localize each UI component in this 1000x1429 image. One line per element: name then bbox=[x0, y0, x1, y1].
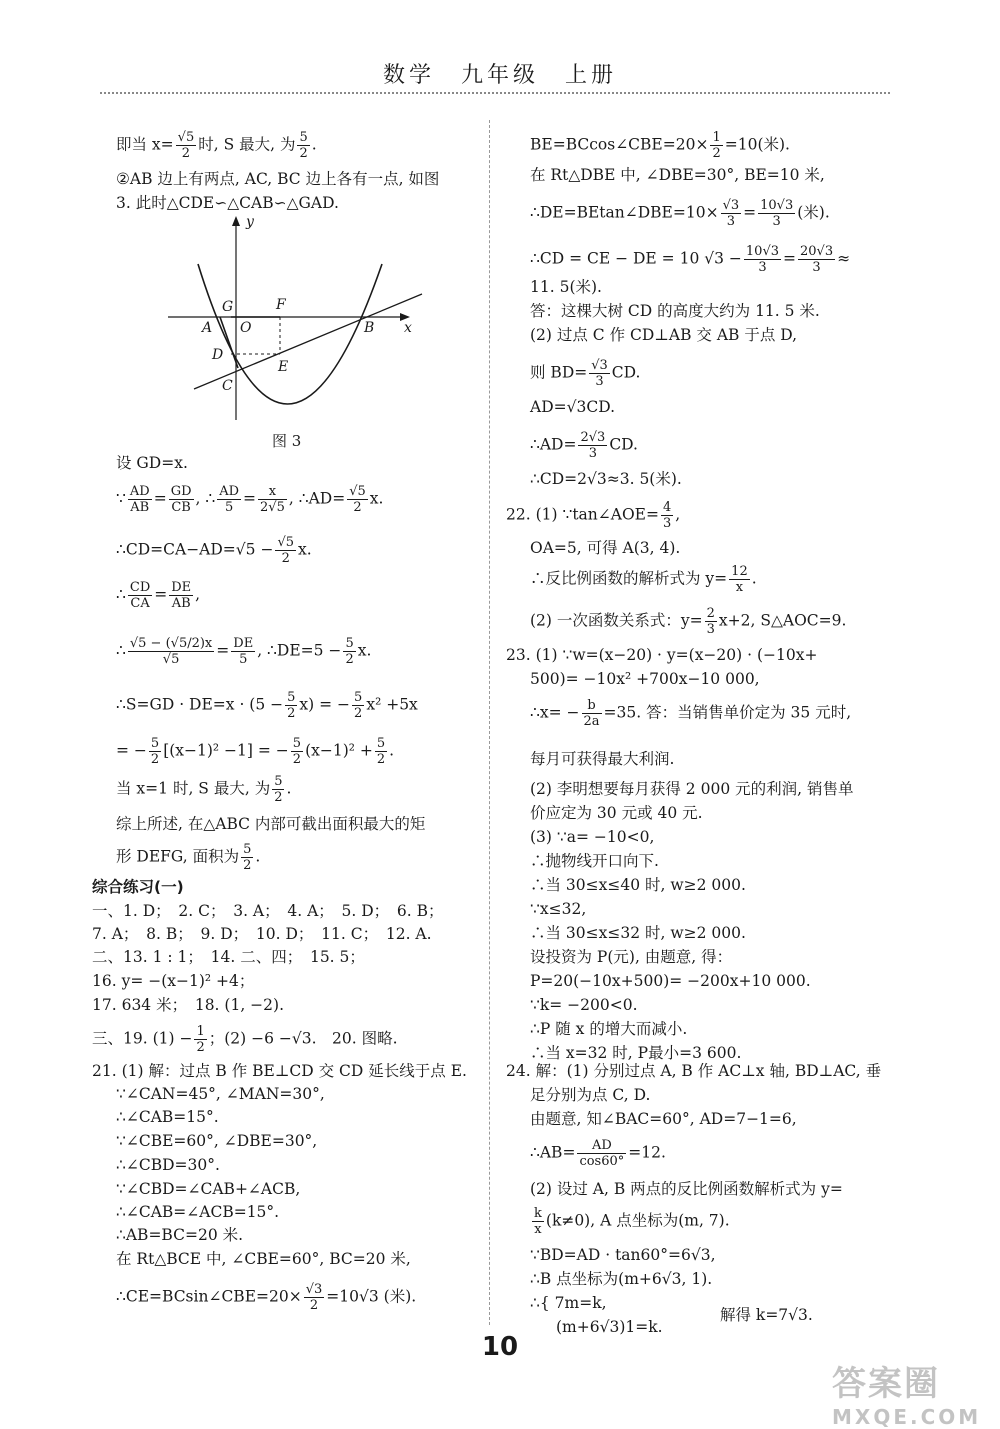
right-line-3: ∴DE=BEtan∠DBE=10× $\frac{√3}{3}$ = $\frac{10√3}{3}$ (米). bbox=[530, 198, 830, 229]
right-line-30: ∴P 随 x 的增大而减小. bbox=[530, 1020, 688, 1038]
q21-line-8: ∴AB=BC=20 米. bbox=[116, 1226, 244, 1244]
label-f: F bbox=[276, 297, 286, 313]
q21-line-3: ∴∠CAB=15°. bbox=[116, 1108, 219, 1126]
right-line-21: 价应定为 30 元或 40 元. bbox=[530, 804, 703, 822]
left-line-13: 形 DEFG, 面积为 $\frac{5}{2}$ . bbox=[116, 842, 261, 873]
watermark-line-1: 答案圈 bbox=[832, 1364, 940, 1404]
answer-line-6: 三、19. (1) − $\frac{1}{2}$ ；(2) −6 −√3. 20. 图略. bbox=[92, 1024, 398, 1055]
right-line-9: AD=√3CD. bbox=[530, 398, 616, 416]
q21-line-1: 21. (1) 解：过点 B 作 BE⊥CD 交 CD 延长线于点 E. bbox=[92, 1062, 467, 1080]
right-line-40a: ∴{ 7m=k, bbox=[530, 1294, 607, 1312]
answer-line-5: 17. 634 米； 18. (1, −2). bbox=[92, 996, 285, 1014]
q21-line-6: ∵∠CBD=∠CAB+∠ACB, bbox=[116, 1180, 301, 1198]
left-line-9: ∴S=GD · DE=x · (5 − $\frac{5}{2}$ x) = − $\frac{5}{2}$ x² +5x bbox=[116, 690, 418, 721]
right-line-14: ∴反比例函数的解析式为 y= $\frac{12}{x}$ . bbox=[530, 564, 757, 595]
left-line-2: ②AB 边上有两点, AC, BC 边上各有一点, 如图 bbox=[116, 170, 440, 188]
right-line-26: ∴当 30≤x≤32 时, w≥2 000. bbox=[530, 924, 746, 942]
right-line-5: 11. 5(米). bbox=[530, 278, 602, 296]
right-line-24: ∴当 30≤x≤40 时, w≥2 000. bbox=[530, 876, 746, 894]
right-line-8: 则 BD= $\frac{√3}{3}$ CD. bbox=[530, 358, 641, 389]
left-line-4: 设 GD=x. bbox=[116, 454, 188, 472]
right-line-40c: 解得 k=7√3. bbox=[720, 1306, 813, 1324]
right-line-13: OA=5, 可得 A(3, 4). bbox=[530, 539, 681, 557]
column-divider bbox=[489, 120, 490, 1325]
label-x: x bbox=[404, 320, 412, 336]
left-line-7: ∴ $\frac{CD}{CA}$ = $\frac{DE}{AB}$ , bbox=[116, 580, 201, 611]
left-line-3: 3. 此时△CDE∽△CAB∽△GAD. bbox=[116, 194, 339, 212]
right-line-17: 500)= −10x² +700x−10 000, bbox=[530, 670, 760, 688]
right-line-15: (2) 一次函数关系式：y= $\frac{2}{3}$ x+2, S△AOC=9. bbox=[530, 606, 847, 637]
right-line-39: ∴B 点坐标为(m+6√3, 1). bbox=[530, 1270, 713, 1288]
right-line-37: $\frac{k}{x}$ (k≠0), A 点坐标为(m, 7). bbox=[534, 1206, 730, 1237]
parabola-figure bbox=[160, 214, 430, 430]
label-a: A bbox=[202, 320, 213, 336]
figure-caption: 图 3 bbox=[272, 432, 302, 450]
left-line-8: ∴ $\frac{√5 - (√5/2)x}{√5}$ = $\frac{DE}{5}$ , ∴DE=5 − $\frac{5}{2}$ x. bbox=[116, 636, 372, 667]
right-line-16: 23. (1) ∵w=(x−20) · y=(x−20) · (−10x+ bbox=[506, 646, 818, 664]
right-line-19: 每月可获得最大利润. bbox=[530, 750, 675, 768]
right-line-31: ∴当 x=32 时, P最小=3 600. bbox=[530, 1044, 742, 1062]
page-header: 数学 九年级 上册 bbox=[382, 63, 617, 88]
q21-line-9: 在 Rt△BCE 中, ∠CBE=60°, BC=20 米, bbox=[116, 1250, 411, 1268]
y-axis-arrow bbox=[232, 216, 240, 226]
left-line-6: ∴CD=CA−AD=√5 − $\frac{√5}{2}$ x. bbox=[116, 535, 312, 566]
left-line-1: 即当 x= $\frac{√5}{2}$ 时, S 最大, 为 $\frac{5}{2}$ . bbox=[116, 130, 317, 161]
q21-line-10: ∴CE=BCsin∠CBE=20× $\frac{√3}{2}$ =10√3 (米). bbox=[116, 1282, 417, 1313]
label-b: B bbox=[364, 320, 375, 336]
right-line-7: (2) 过点 C 作 CD⊥AB 交 AB 于点 D, bbox=[530, 326, 798, 344]
q21-line-4: ∵∠CBE=60°, ∠DBE=30°, bbox=[116, 1132, 318, 1150]
answer-line-1: 一、1. D； 2. C； 3. A； 4. A； 5. D； 6. B； bbox=[92, 902, 444, 920]
right-line-2: 在 Rt△DBE 中, ∠DBE=30°, BE=10 米, bbox=[530, 166, 825, 184]
q21-line-7: ∴∠CAB=∠ACB=15°. bbox=[116, 1203, 280, 1221]
section-title: 综合练习(一) bbox=[92, 878, 184, 896]
answer-line-2: 7. A； 8. B； 9. D； 10. D； 11. C； 12. A. bbox=[92, 925, 432, 943]
right-line-10: ∴AD= $\frac{2√3}{3}$ CD. bbox=[530, 430, 638, 461]
label-c: C bbox=[222, 378, 233, 394]
right-line-23: ∴抛物线开口向下. bbox=[530, 852, 659, 870]
right-line-34: 由题意, 知∠BAC=60°, AD=7−1=6, bbox=[530, 1110, 797, 1128]
page-number: 10 bbox=[481, 1332, 519, 1362]
label-d: D bbox=[212, 347, 224, 363]
label-e: E bbox=[278, 359, 289, 375]
watermark-logo bbox=[832, 1356, 992, 1429]
right-line-40b: (m+6√3)1=k. bbox=[556, 1318, 663, 1336]
answer-line-3: 二、13. 1 : 1； 14. 二、四； 15. 5； bbox=[92, 948, 365, 966]
right-line-22: (3) ∵a= −10<0, bbox=[530, 828, 655, 846]
label-y: y bbox=[246, 214, 254, 230]
right-line-27: 设投资为 P(元), 由题意, 得： bbox=[530, 948, 733, 966]
right-line-38: ∵BD=AD · tan60°=6√3, bbox=[530, 1246, 716, 1264]
right-line-6: 答：这棵大树 CD 的高度大约为 11. 5 米. bbox=[530, 302, 820, 320]
right-line-20: (2) 李明想要每月获得 2 000 元的利润, 销售单 bbox=[530, 780, 854, 798]
right-line-32: 24. 解：(1) 分别过点 A, B 作 AC⊥x 轴, BD⊥AC, 垂 bbox=[506, 1062, 882, 1080]
answer-line-4: 16. y= −(x−1)² +4； bbox=[92, 972, 255, 990]
right-line-1: BE=BCcos∠CBE=20× $\frac{1}{2}$ =10(米). bbox=[530, 130, 790, 161]
left-line-10: = − $\frac{5}{2}$ [(x−1)² −1] = − $\frac{5}{2}$ (x−1)² + $\frac{5}{2}$ . bbox=[116, 736, 395, 767]
right-line-35: ∴AB= $\frac{AD}{\cos 60^\circ}$ =12. bbox=[530, 1138, 666, 1169]
right-line-12: 22. (1) ∵tan∠AOE= $\frac{4}{3}$ , bbox=[506, 500, 681, 531]
right-line-29: ∵k= −200<0. bbox=[530, 996, 638, 1014]
right-line-18: ∴x= − $\frac{b}{2a}$ =35. 答：当销售单价定为 35 元时, bbox=[530, 698, 852, 729]
right-line-4: ∴CD = CE − DE = 10 √3 − $\frac{10√3}{3}$ = $\frac{20√3}{3}$ ≈ bbox=[530, 244, 851, 275]
label-g: G bbox=[222, 299, 234, 315]
header-divider bbox=[100, 92, 890, 94]
left-line-5: ∵ $\frac{AD}{AB}$ = $\frac{GD}{CB}$ , ∴ $\frac{AD}{5}$ = $\frac{x}{2√5}$ , ∴AD= $\frac{√5}{2}$ x. bbox=[116, 484, 384, 515]
parabola-diagram bbox=[160, 214, 430, 426]
right-line-28: P=20(−10x+500)= −200x+10 000. bbox=[530, 972, 811, 990]
left-line-11: 当 x=1 时, S 最大, 为 $\frac{5}{2}$ . bbox=[116, 774, 292, 805]
left-line-12: 综上所述, 在△ABC 内部可截出面积最大的矩 bbox=[116, 815, 426, 833]
right-line-33: 足分别为点 C, D. bbox=[530, 1086, 651, 1104]
right-line-11: ∴CD=2√3≈3. 5(米). bbox=[530, 470, 682, 488]
right-line-25: ∵x≤32, bbox=[530, 900, 587, 918]
q21-line-2: ∵∠CAN=45°, ∠MAN=30°, bbox=[116, 1085, 325, 1103]
watermark-line-2: MXQE.COM bbox=[832, 1405, 982, 1429]
q21-line-5: ∴∠CBD=30°. bbox=[116, 1156, 220, 1174]
label-o: O bbox=[240, 320, 252, 336]
right-line-36: (2) 设过 A, B 两点的反比例函数解析式为 y= bbox=[530, 1180, 843, 1198]
